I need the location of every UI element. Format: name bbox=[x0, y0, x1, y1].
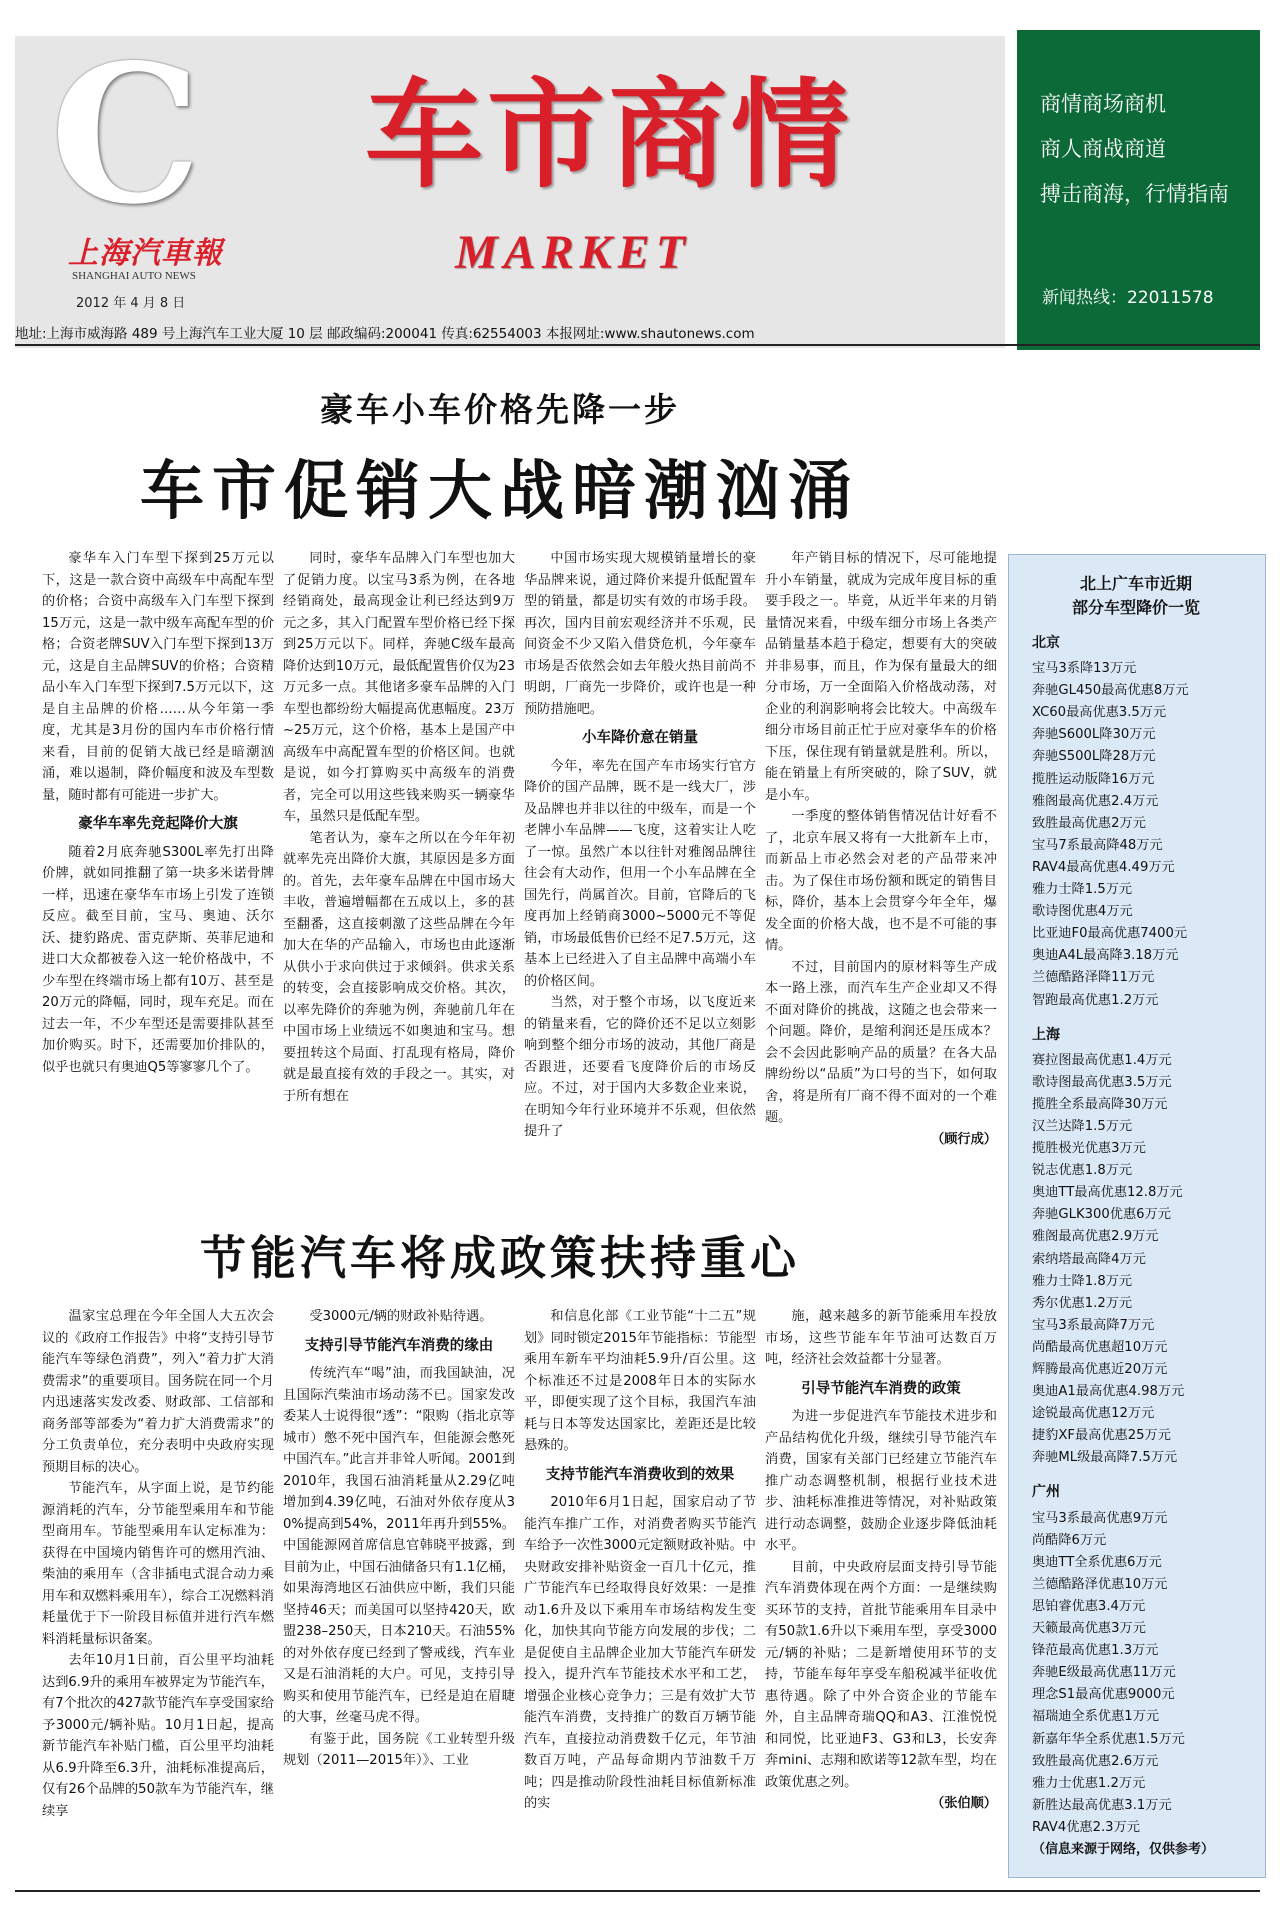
sidebar-price-item: 宝马3系降13万元 bbox=[1032, 661, 1137, 677]
sidebar-price-item: 奥迪TT最高优惠12.8万元 bbox=[1032, 1185, 1183, 1201]
sidebar-price-item: 辉腾最高优惠近20万元 bbox=[1032, 1362, 1168, 1377]
section-subheading: 小车降价意在销量 bbox=[582, 730, 698, 746]
sidebar-price-item: 奔驰E级最高优惠11万元 bbox=[1032, 1665, 1176, 1681]
article1-column bbox=[524, 548, 756, 1188]
sidebar-price-item: 途锐最高优惠12万元 bbox=[1032, 1406, 1155, 1422]
section-letter: C bbox=[50, 23, 202, 246]
sidebar-price-item: 雅力士降1.5万元 bbox=[1032, 882, 1133, 898]
section-title: 车市商情 bbox=[365, 65, 854, 204]
sidebar-title-line: 部分车型降价一览 bbox=[1071, 598, 1200, 617]
sidebar-price-item: 奥迪A1最高优惠4.98万元 bbox=[1032, 1384, 1185, 1400]
article1-subheadline: 豪车小车价格先降一步 bbox=[320, 390, 680, 429]
section-subheading: 豪华车率先竞起降价大旗 bbox=[78, 816, 238, 832]
article1-column bbox=[42, 548, 274, 1188]
paragraph: 受3000元/辆的财政补贴待遇。 bbox=[309, 1309, 493, 1324]
sidebar-price-item: 奔驰GL450最高优惠8万元 bbox=[1032, 683, 1189, 699]
slogan-line: 搏击商海，行情指南 bbox=[1040, 182, 1229, 206]
sidebar-price-item: 秀尔优惠1.2万元 bbox=[1032, 1295, 1133, 1311]
sidebar-source-note: （信息来源于网络，仅供参考） bbox=[1032, 1841, 1215, 1857]
sidebar-title-line: 北上广车市近期 bbox=[1079, 574, 1192, 593]
bottom-divider bbox=[15, 1890, 1260, 1892]
sidebar-price-item: XC60最高优惠3.5万元 bbox=[1032, 705, 1167, 721]
paragraph: 2010年6月1日起，国家启动了节能汽车推广工作，对消费者购买节能汽车给予一次性3000元定额财政补贴。中央财政安排补贴资金一百几十亿元，推广节能汽车已经取得良好效果：一是推动1.6升及以下乘用车市场结构发生变化，加快其向节能方向发展的步伐；二是促使自主品牌企业加大节能汽车研发投入，提升汽车节能技术水平和工艺，增强企业核心竞争力；三是有效扩大节能汽车消费，支持推广的数百万辆节能汽车，直接拉动消费数千亿元，年节油数百万吨，产品每命期内节油数千万吨；四是推动阶段性油耗目标值新标准的实 bbox=[524, 1495, 756, 1811]
sidebar-price-item: 锐志优惠1.8万元 bbox=[1032, 1163, 1133, 1179]
sidebar-price-item: 理念S1最高优惠9000元 bbox=[1032, 1687, 1175, 1703]
paragraph: 同时，豪华车品牌入门车型也加大了促销力度。以宝马3系为例，在各地经销商处，最高现金让利已经达到9万元之多，其入门配置车型价格已经下探到25万元以下。同样，奔驰C级车最高降价达到10万元，最低配置售价仅为23万元多一点。其他诸多豪车品牌的入门车型也都纷纷大幅提高优惠幅度。23万~25万元，这个价格，基本上是国产中高级车中高配置车型的价格区间。也就是说，如今打算购买中高级车的消费者，完全可以用这些钱来购买一辆豪华车，虽然只是低配车型。 bbox=[283, 551, 515, 824]
article2-headline: 节能汽车将成政策扶持重心 bbox=[200, 1231, 800, 1285]
sidebar-price-item: 雅阁最高优惠2.9万元 bbox=[1032, 1229, 1159, 1245]
paragraph: 当然，对于整个市场，以飞度近来的销量来看，它的降价还不足以立刻影响到整个细分市场的波动，其他厂商是否跟进，还要看飞度降价后的市场反应。不过，对于国内大多数企业来说，在明知今年行业环境并不乐观，但依然提升了 bbox=[524, 995, 756, 1139]
sidebar-price-item: 宝马3系最高优惠9万元 bbox=[1032, 1510, 1168, 1526]
paragraph: 豪华车入门车型下探到25万元以下，这是一款合资中高级车中高配车型的价格；合资中高级车入门车型下探到15万元，这是一款中级车高配车型的价格；合资老牌SUV入门车型下探到13万元，这是自主品牌SUV的价格；合资精品小车入门车型下探到7.5万元以下，这是自主品牌的价格……从今年第一季度，尤其是3月份的国内车市价格行情来看，目前的促销大战已经是暗潮汹涌，难以遏制，降价幅度和波及车型数量，随时都有可能进一步扩大。 bbox=[42, 551, 274, 803]
sidebar-price-item: 雅力士降1.8万元 bbox=[1032, 1273, 1133, 1289]
paragraph: 一季度的整体销售情况估计好看不了，北京车展又将有一大批新车上市，而新品上市必然会对老的产品带来冲击。为了保住市场份额和既定的销售目标，降价，基本上会贯穿今年全年，爆发全面的价格大战，也不是不可能的事情。 bbox=[765, 809, 997, 953]
paragraph: 有鉴于此，国务院《工业转型升级规划（2011—2015年）》、工业 bbox=[283, 1731, 515, 1768]
slogan-line: 商人商战商道 bbox=[1040, 137, 1166, 161]
sidebar-price-item: 兰德酷路泽优惠10万元 bbox=[1032, 1576, 1168, 1592]
sidebar-title bbox=[1010, 572, 1262, 620]
sidebar-price-item: 揽胜极光优惠3万元 bbox=[1032, 1141, 1146, 1157]
paragraph: 为进一步促进汽车节能技术进步和产品结构优化升级，继续引导节能汽车消费，国家有关部门已经建立节能汽车推广动态调整机制，根据行业技术进步、油耗标准推进等情况，对补贴政策进行动态调整，鼓励企业逐步降低油耗水平。 bbox=[765, 1409, 997, 1553]
sidebar-price-item: 奔驰S600L降30万元 bbox=[1032, 727, 1156, 743]
paragraph: 今年，率先在国产车市场实行官方降价的国产品牌，既不是一线大厂，涉及品牌也并非以往的中级车，而是一个老牌小车品牌——飞度，这着实让人吃了一惊。虽然广本以往针对雅阁品牌往往会有大动作，但用一个小车品牌在全国先行，尚属首次。目前，官降后的飞度再加上经销商3000~5000元不等促销，市场最低售价已经不足7.5万元，这基本上已经进入了自主品牌中高端小车的价格区间。 bbox=[524, 758, 756, 989]
sidebar-price-item: 尚酷最高优惠超10万元 bbox=[1032, 1339, 1168, 1355]
section-title-english: MARKET bbox=[455, 226, 692, 279]
paragraph: 去年10月1日前，百公里平均油耗达到6.9升的乘用车被界定为节能汽车，有7个批次的427款节能汽车享受国家给予3000元/辆补贴。10月1日起，提高新节能汽车补贴门槛，百公里平均油耗从6.9升降至6.3升，油耗标准提高后，仅有26个品牌的50款车为节能汽车，继续享 bbox=[42, 1653, 274, 1819]
sidebar-price-item: 雅力士优惠1.2万元 bbox=[1032, 1775, 1146, 1791]
address-line: 地址:上海市威海路 489 号上海汽车工业大厦 10 层 邮政编码:200041 传真:62554003 本报网址:www.shautonews.com bbox=[15, 326, 755, 342]
sidebar-region-heading: 上海 bbox=[1032, 1026, 1060, 1043]
sidebar-price-item: RAV4优惠2.3万元 bbox=[1032, 1819, 1140, 1835]
sidebar-price-item: 奔驰S500L降28万元 bbox=[1032, 749, 1156, 765]
paragraph: 节能汽车，从字面上说，是节约能源消耗的汽车，分节能型乘用车和节能型商用车。节能型乘用车认定标准为：获得在中国境内销售许可的燃用汽油、柴油的乘用车（含非插电式混合动力乘用车和双燃料乘用车），综合工况燃料消耗量优于下一阶段目标值并进行汽车燃料消耗量标识备案。 bbox=[42, 1481, 274, 1647]
sidebar-price-item: 宝马3系最高降7万元 bbox=[1032, 1317, 1155, 1333]
article2-column bbox=[524, 1306, 756, 1868]
article2-column bbox=[42, 1306, 274, 1868]
article2-column bbox=[283, 1306, 515, 1868]
sidebar-price-item: 兰德酷路泽降11万元 bbox=[1032, 970, 1155, 986]
newspaper-logo-english: SHANGHAI AUTO NEWS bbox=[72, 270, 196, 282]
author-byline: （顾行成） bbox=[931, 1131, 997, 1147]
sidebar-price-item: 奔驰GLK300优惠6万元 bbox=[1032, 1207, 1171, 1223]
sidebar-price-item: 索纳塔最高降4万元 bbox=[1032, 1251, 1146, 1267]
sidebar-price-item: 奥迪TT全系优惠6万元 bbox=[1032, 1554, 1162, 1570]
sidebar-price-item: 新胜达最高优惠3.1万元 bbox=[1032, 1797, 1172, 1813]
sidebar-price-item: 揽胜运动版降16万元 bbox=[1032, 771, 1155, 787]
newspaper-logo: 上海汽車報 bbox=[68, 236, 223, 271]
sidebar-price-item: 奥迪A4L最高降3.18万元 bbox=[1032, 948, 1179, 964]
slogan-line: 商情商场商机 bbox=[1040, 92, 1166, 116]
sidebar-price-item: RAV4最高优惠4.49万元 bbox=[1032, 859, 1175, 875]
sidebar-region-heading: 广州 bbox=[1032, 1484, 1060, 1501]
section-subheading: 引导节能汽车消费的政策 bbox=[801, 1380, 961, 1397]
paragraph: 温家宝总理在今年全国人大五次会议的《政府工作报告》中将“支持引导节能汽车等绿色消费”，列入“着力扩大消费需求”的重要项目。国务院在同一个月内迅速落实发改委、财政部、工信部和商务部等部委为“着力扩大消费需求”的分工负责单位，充分表明中央政府实现预期目标的决心。 bbox=[42, 1309, 274, 1475]
sidebar-price-item: 奔驰ML级最高降7.5万元 bbox=[1032, 1450, 1178, 1466]
sidebar-price-item: 比亚迪F0最高优惠7400元 bbox=[1032, 926, 1188, 942]
sidebar-price-item: 宝马7系最高降48万元 bbox=[1032, 837, 1163, 853]
article1-headline: 车市促销大战暗潮汹涌 bbox=[140, 455, 860, 529]
paragraph: 笔者认为，豪车之所以在今年年初就率先亮出降价大旗，其原因是多方面的。首先，去年豪车品牌在中国市场大丰收，普遍增幅都在五成以上，多的甚至翻番，这直接刺激了这些品牌在今年加大在华的产品输入，市场也由此逐渐从供小于求向供过于求倾斜。供求关系的转变，会直接影响成交价格。其次，以率先降价的奔驰为例，奔驰前几年在中国市场上业绩远不如奥迪和宝马。想要扭转这个局面、打乱现有格局，降价就是最直接有效的手段之一。其实，对于所有想在 bbox=[283, 830, 515, 1104]
sidebar-price-item: 汉兰达降1.5万元 bbox=[1032, 1118, 1133, 1134]
paragraph: 中国市场实现大规模销量增长的豪华品牌来说，通过降价来提升低配置车型的销量，都是切实有效的市场手段。再次，国内目前宏观经济并不乐观，民间资金不少又陷入借贷危机，今年豪车市场是否依然会如去年般火热目前尚不明朗，厂商先一步降价，或许也是一种预防措施吧。 bbox=[524, 551, 756, 717]
section-subheading: 支持节能汽车消费收到的效果 bbox=[545, 1466, 735, 1483]
sidebar-price-item: 歌诗图最高优惠3.5万元 bbox=[1032, 1074, 1172, 1090]
paragraph: 和信息化部《工业节能“十二五”规划》同时锁定2015年节能指标：节能型乘用车新车平均油耗5.9升/百公里。这个标准还不过是2008年日本的实际水平，即便实现了这个目标，我国汽车油耗与日本等发达国家比，差距还是比较悬殊的。 bbox=[524, 1309, 756, 1453]
sidebar-price-item: 思铂睿优惠3.4万元 bbox=[1032, 1598, 1146, 1614]
paragraph: 施，越来越多的新节能乘用车投放市场，这些节能车年节油可达数百万吨，经济社会效益都十分显著。 bbox=[765, 1309, 997, 1367]
article1-column bbox=[765, 548, 997, 1188]
article2-column bbox=[765, 1306, 997, 1868]
paragraph: 年产销目标的情况下，尽可能地提升小车销量，就成为完成年度目标的重要手段之一。毕竟，从近半年来的月销量情况来看，中级车细分市场上各类产品销量基本趋于稳定，想要有大的突破并非易事，而且，作为保有量最大的细分市场，万一全面陷入价格战动荡，对企业的利润影响将会比较大。中高级车细分市场目前正忙于应对豪华车的价格下压，保住现有销量就是胜利。所以，能在销量上有所突破的，除了SUV，就是小车。 bbox=[765, 551, 997, 803]
sidebar-price-item: 福瑞迪全系优惠1万元 bbox=[1032, 1709, 1160, 1725]
issue-date: 2012 年 4 月 8 日 bbox=[76, 296, 186, 311]
paragraph: 不过，目前国内的原材料等生产成本一路上涨，而汽车生产企业却又不得不面对降价的挑战，这随之也会带来一个问题。降价，是缩利润还是压成本？会不会因此影响产品的质量？在各大品牌纷纷以“品质”为口号的当下，如何取舍，将是所有厂商不得不面对的一个难题。 bbox=[765, 959, 997, 1125]
paragraph: 传统汽车“喝”油，而我国缺油，况且国际汽柴油市场动荡不已。国家发改委某人士说得很“透”：“限购（指北京等城市）憋不死中国汽车，但能源会憋死中国汽车。”此言并非耸人听闻。2001到2010年，我国石油消耗量从2.29亿吨增加到4.39亿吨，石油对外依存度从30%提高到54%，2011年再升到55%。中国能源网首席信息官韩晓平披露，到目前为止，中国石油储备只有1.1亿桶，如果海湾地区石油供应中断，我们只能坚持46天；而美国可以坚持420天，欧盟238–250天，日本210天。石油55%的对外依存度已经到了警戒线，汽车业又是石油消耗的大户。可见，支持引导购买和使用节能汽车，已经是迫在眉睫的大事，丝毫马虎不得。 bbox=[283, 1366, 515, 1725]
sidebar-price-item: 智跑最高优惠1.2万元 bbox=[1032, 992, 1159, 1008]
divider bbox=[15, 344, 1260, 346]
sidebar-price-item: 尚酷降6万元 bbox=[1032, 1532, 1107, 1548]
sidebar-price-item: 致胜最高优惠2.6万元 bbox=[1032, 1753, 1159, 1769]
sidebar-price-item: 揽胜全系最高降30万元 bbox=[1032, 1096, 1168, 1112]
sidebar-price-item: 致胜最高优惠2万元 bbox=[1032, 815, 1146, 831]
sidebar-price-item: 歌诗图优惠4万元 bbox=[1032, 904, 1133, 920]
sidebar-price-item: 雅阁最高优惠2.4万元 bbox=[1032, 793, 1159, 809]
news-hotline: 新闻热线：22011578 bbox=[1042, 288, 1214, 308]
paragraph: 目前，中央政府层面支持引导节能汽车消费体现在两个方面：一是继续购买环节的支持，首批节能乘用车目录中有50款1.6升以下乘用车型，享受3000元/辆的补贴；二是新增使用环节的支持，节能车每年享受车船税减半征收优惠待遇。除了中外合资企业的节能车外，自主品牌奇瑞QQ和A3、江淮悦悦和同悦，比亚迪F3、G3和L3，长安奔奔mini、志翔和欧诺等12款车型，均在政策优惠之列。 bbox=[765, 1559, 997, 1790]
sidebar-price-item: 捷豹XF最高优惠25万元 bbox=[1032, 1428, 1171, 1444]
section-subheading: 支持引导节能汽车消费的缘由 bbox=[304, 1337, 494, 1354]
sidebar-price-item: 锋范最高优惠1.3万元 bbox=[1032, 1643, 1159, 1659]
sidebar-region-heading: 北京 bbox=[1032, 635, 1060, 651]
sidebar-price-item: 新嘉年华全系优惠1.5万元 bbox=[1032, 1731, 1185, 1747]
sidebar-price-item: 天籁最高优惠3万元 bbox=[1032, 1621, 1146, 1637]
article1-column bbox=[283, 548, 515, 1188]
paragraph: 随着2月底奔驰S300L率先打出降价牌，就如同推翻了第一块多米诺骨牌一样，迅速在豪华车市场上引发了连锁反应。截至目前，宝马、奥迪、沃尔沃、捷豹路虎、雷克萨斯、英菲尼迪和进口大众都被卷入这一轮价格战中，不少车型在终端市场上都有10万、甚至是20万元的降幅，同时，现车充足。而在过去一年，不少车型还是需要排队甚至加价购买。时下，还需要加价排队的，似乎也就只有奥迪Q5等寥寥几个了。 bbox=[42, 844, 274, 1075]
sidebar-price-list bbox=[1032, 632, 1257, 1861]
sidebar-price-item: 赛拉图最高优惠1.4万元 bbox=[1032, 1052, 1172, 1068]
author-byline: （张伯顺） bbox=[931, 1796, 997, 1811]
